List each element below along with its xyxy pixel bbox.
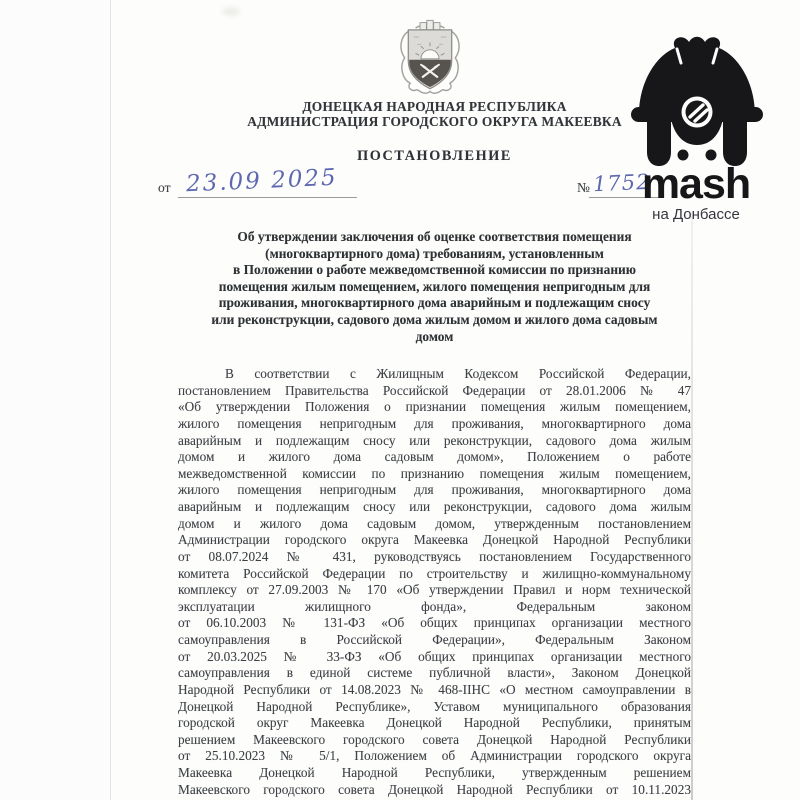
mash-tagline: на Донбассе — [652, 206, 740, 223]
body-line: аварийным и подлежащим сносу или реконструкции, садового дома жилым — [178, 499, 691, 514]
body-line: Макеевка Донецкой Народной Республики, утвержденным решением — [178, 765, 691, 780]
body-line: от 20.03.2025 № 33-ФЗ «Об общих принципах организации местного — [178, 648, 691, 664]
decree-body — [178, 366, 691, 798]
coat-of-arms-icon — [396, 19, 464, 95]
body-line: жилого помещения непригодным для проживания, многоквартирного дома — [178, 415, 691, 431]
body-line: Макеевского городского совета Донецкой Народной Республики от 10.11.2023 — [178, 781, 691, 797]
title-line: или реконструкции, садового дома жилым домом и жилого дома садовым — [211, 311, 658, 327]
number-value-handwritten: 1752 — [592, 169, 651, 197]
mash-wordmark: mash — [641, 160, 751, 208]
title-line: проживания, многоквартирного дома аварийным и подлежащим сносу — [218, 295, 651, 311]
title-line: Об утверждении заключения об оценке соответствия помещения — [237, 229, 632, 244]
body-line: постановлением Правительства Российской Федерации от 28.01.2006 № 47 — [178, 382, 691, 398]
page-edge-line — [110, 0, 111, 800]
date-label: от — [158, 180, 171, 195]
miner-helmet-icon — [627, 32, 767, 169]
body-line: решением Макеевского городского совета Донецкой Народной Республики — [178, 731, 691, 747]
body-line: Донецкой Народной Республике», Уставом муниципального образования — [178, 698, 691, 714]
title-line: (многоквартирного дома) требованиям, установленным — [265, 245, 604, 261]
body-line: комплексу от 27.09.2003 № 170 «Об утверждении Правил и норм технической — [178, 582, 691, 598]
body-line: комитета Российской Федерации по строительству и жилищно-коммунальному — [178, 565, 691, 581]
body-line: домом и жилого дома садовым домом, утвержденным постановлением — [178, 515, 691, 531]
title-line: домом — [415, 328, 454, 344]
body-line: Администрации городского округа Макеевка Донецкой Народной Республики — [178, 532, 691, 548]
scan-fold-line — [691, 212, 693, 800]
body-line: Народной Республики от 14.08.2023 № 468-IIНС «О местном самоуправлении в — [178, 681, 691, 697]
body-line: аварийным и подлежащим сносу или реконструкции, садового дома жилым — [178, 432, 691, 448]
scan-smudge — [222, 7, 240, 16]
body-line: «Об утверждении Положения о признании помещения жилым помещением, — [178, 399, 691, 415]
date-value-handwritten: 23.09 2025 — [185, 164, 339, 198]
org-name-country: ДОНЕЦКАЯ НАРОДНАЯ РЕСПУБЛИКА — [302, 99, 567, 114]
title-line: в Положении о работе межведомственной комиссии по признанию — [232, 262, 636, 278]
decree-title — [178, 229, 691, 345]
org-name-administration: АДМИНИСТРАЦИЯ ГОРОДСКОГО ОКРУГА МАКЕЕВКА — [247, 114, 622, 129]
body-line: межведомственной комиссии по признанию помещения жилым помещением, — [178, 465, 691, 481]
number-label: № — [577, 180, 590, 195]
title-line: помещения жилым помещением, жилого помещения непригодным для — [218, 278, 651, 294]
body-line: самоуправления в Российской Федерации», Федеральным Законом — [178, 632, 691, 647]
date-underline — [178, 197, 357, 198]
body-line: от 25.10.2023 № 5/1, Положением об Администрации городского округа — [178, 748, 691, 764]
scan-left-margin — [0, 0, 110, 800]
body-line: В соответствии с Жилищным Кодексом Российской Федерации, — [225, 366, 691, 381]
body-line: городской округ Макеевка Донецкой Народной Республики, принятым — [178, 715, 691, 731]
body-line: от 06.10.2003 № 131-ФЗ «Об общих принципах организации местного — [178, 615, 691, 631]
body-line: самоуправления в единой системе публичной власти», Законом Донецкой — [178, 665, 691, 681]
doc-type-title: ПОСТАНОВЛЕНИЕ — [357, 148, 512, 164]
body-line: от 08.07.2024 № 431, руководствуясь постановлением Государственного — [178, 548, 691, 564]
body-line: жилого помещения непригодным для проживания, многоквартирного дома — [178, 482, 691, 498]
body-line: эксплуатации жилищного фонда», Федеральным законом — [178, 598, 691, 614]
body-line: домом и жилого дома садовым домом», Положением о работе — [178, 449, 691, 465]
